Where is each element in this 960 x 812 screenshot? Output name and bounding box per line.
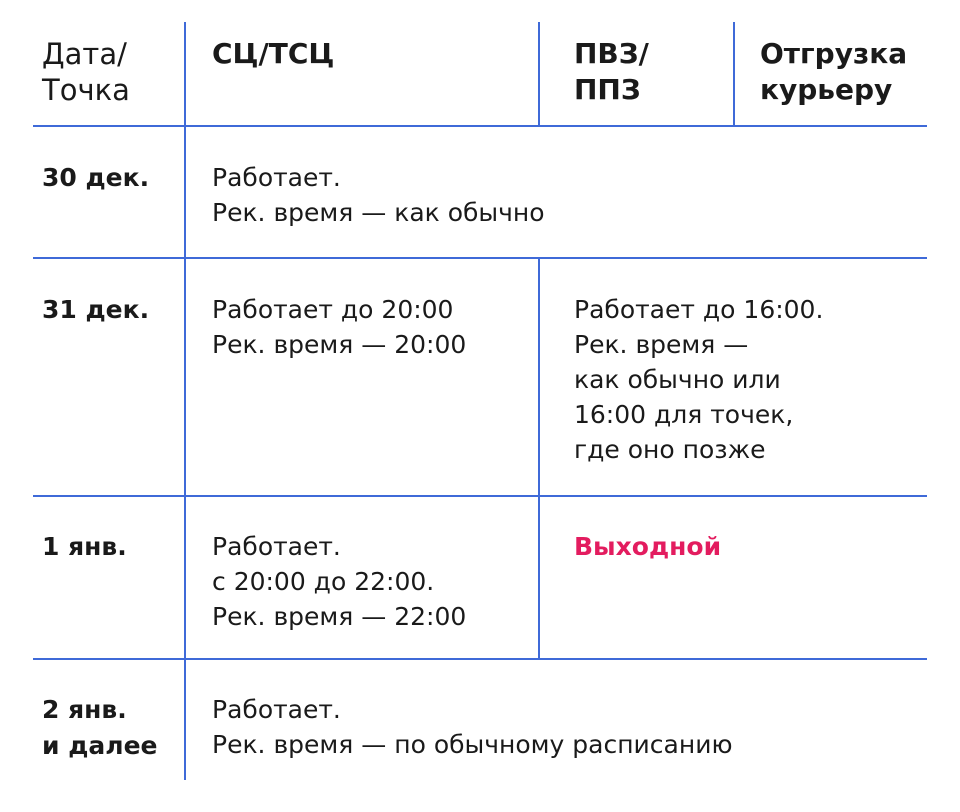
row-1jan-sc — [212, 529, 466, 634]
header-courier-line-1: Отгрузка — [760, 37, 908, 70]
header-courier — [760, 36, 907, 108]
header-date-point-line-2: Точка — [42, 73, 130, 107]
header-pvz-ppz-line-2: ППЗ — [574, 73, 641, 106]
row-30dec-date — [42, 160, 149, 196]
row-30dec-line-1: Работает. — [212, 163, 341, 192]
row-1jan-sc-line-1: Работает. — [212, 532, 341, 561]
header-sc-tsc — [212, 36, 334, 72]
row-31dec-sc-line-1: Работает до 20:00 — [212, 295, 454, 324]
divider-col-date — [184, 22, 186, 780]
row-31dec-date-text: 31 дек. — [42, 295, 150, 324]
row-31dec-pvz-line-5: где оно позже — [574, 435, 766, 464]
row-2jan-date-line-2: и далее — [42, 731, 158, 760]
row-1jan-pvz — [574, 529, 721, 564]
row-30dec-date-text: 30 дек. — [42, 163, 150, 192]
row-2jan-line-1: Работает. — [212, 695, 341, 724]
divider-col-sc-header — [538, 22, 540, 127]
row-31dec-pvz-line-1: Работает до 16:00. — [574, 295, 824, 324]
row-2jan-date-line-1: 2 янв. — [42, 695, 127, 724]
divider-row-31dec — [33, 495, 927, 497]
day-off-label: Выходной — [574, 532, 722, 561]
row-1jan-date-text: 1 янв. — [42, 532, 127, 561]
divider-row-30dec — [33, 257, 927, 259]
divider-row-1jan — [33, 658, 927, 660]
header-date-point-line-1: Дата/ — [42, 37, 127, 71]
row-1jan-sc-line-3: Рек. время — 22:00 — [212, 602, 467, 631]
row-2jan-merged — [212, 692, 733, 762]
header-date-point — [42, 36, 130, 108]
row-1jan-date — [42, 529, 127, 565]
row-31dec-pvz-line-2: Рек. время — — [574, 330, 749, 359]
row-31dec-date — [42, 292, 149, 328]
header-sc-tsc-label: СЦ/ТСЦ — [212, 37, 335, 70]
row-2jan-date — [42, 692, 158, 764]
header-courier-line-2: курьеру — [760, 73, 893, 106]
divider-row-header — [33, 125, 927, 127]
row-31dec-pvz — [574, 292, 823, 467]
divider-col-courier-header — [733, 22, 735, 127]
row-1jan-sc-line-2: с 20:00 до 22:00. — [212, 567, 435, 596]
row-30dec-line-2: Рек. время — как обычно — [212, 198, 545, 227]
row-30dec-merged — [212, 160, 545, 230]
divider-col-sc-rows — [538, 258, 540, 659]
row-31dec-pvz-line-3: как обычно или — [574, 365, 781, 394]
row-31dec-pvz-line-4: 16:00 для точек, — [574, 400, 794, 429]
row-31dec-sc — [212, 292, 466, 362]
header-pvz-ppz-line-1: ПВЗ/ — [574, 37, 649, 70]
header-pvz-ppz — [574, 36, 649, 108]
row-2jan-line-2: Рек. время — по обычному расписанию — [212, 730, 733, 759]
row-31dec-sc-line-2: Рек. время — 20:00 — [212, 330, 467, 359]
